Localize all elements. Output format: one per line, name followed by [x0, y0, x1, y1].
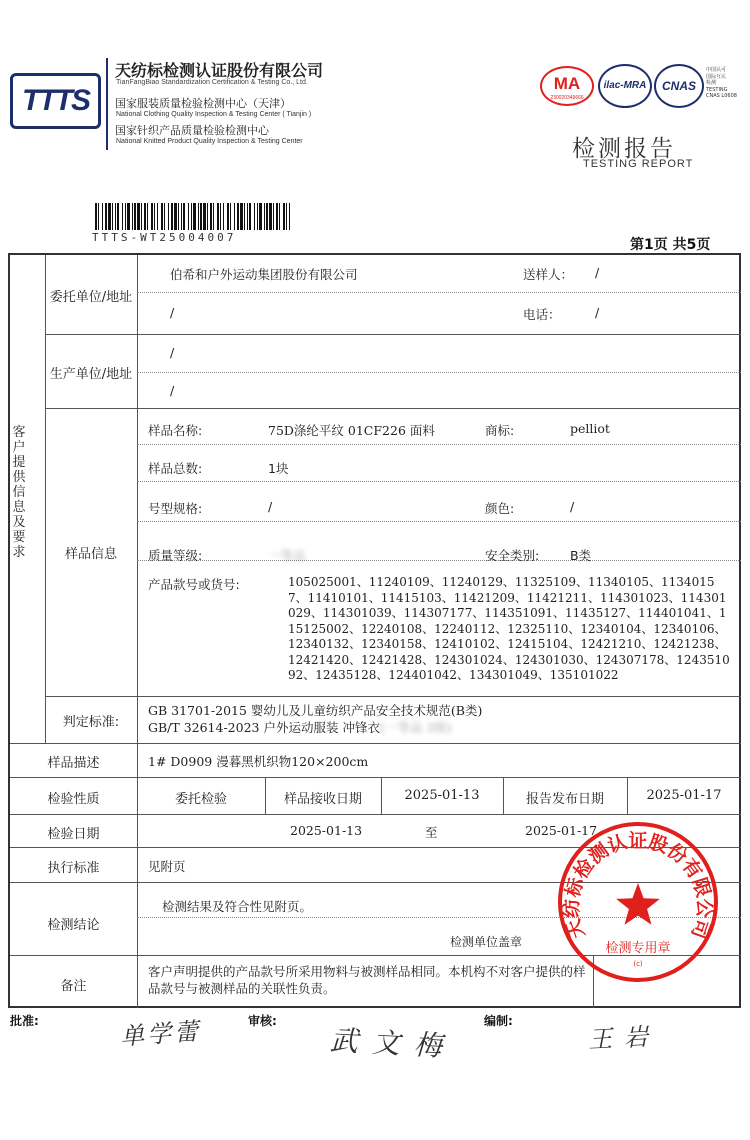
barcode-bar	[244, 203, 245, 230]
barcode-bar	[257, 203, 258, 230]
barcode-bar	[247, 203, 248, 230]
cnas-text: CNAS	[661, 79, 696, 93]
client-section-label: 客户提供信息及要求	[12, 425, 26, 560]
stamp-note: 检测单位盖章	[450, 935, 523, 949]
receive-date: 2025-01-13	[404, 788, 480, 803]
producer-name: /	[170, 345, 175, 360]
barcode-bar	[157, 203, 158, 230]
cma-badge	[540, 66, 594, 106]
barcode-bar	[98, 203, 99, 230]
model-label: 号型规格:	[148, 501, 203, 516]
barcode-bar	[273, 203, 274, 230]
barcode-bar	[144, 203, 146, 230]
safety-value: B类	[570, 548, 592, 563]
company-name-en: TianFangBiao Standardization Certification & Testing Co., Ltd.	[116, 79, 308, 86]
cnas-line: 国际互认	[706, 73, 727, 80]
test-date-to-word: 至	[425, 825, 438, 840]
barcode-bar	[220, 203, 221, 230]
barcode-bar	[141, 203, 142, 230]
barcode-bar	[254, 203, 255, 230]
nature-value: 委托检验	[174, 792, 227, 807]
grid-line	[45, 408, 741, 409]
dotted-separator	[137, 444, 741, 445]
barcode-bar	[203, 203, 206, 230]
test-date-from: 2025-01-13	[290, 823, 363, 838]
barcode-bar	[283, 203, 285, 230]
sample-count-label: 样品总数:	[148, 461, 203, 476]
desc-label: 样品描述	[47, 756, 100, 771]
barcode-bar	[171, 203, 173, 230]
barcode-bar	[264, 203, 265, 230]
barcode-bar	[279, 203, 280, 230]
dotted-separator	[137, 372, 741, 373]
barcode-bar	[188, 203, 189, 230]
official-stamp	[557, 821, 719, 983]
barcode-bar	[240, 203, 243, 230]
barcode-bar	[276, 203, 278, 230]
stamp-ring-text: 天纺标检测认证股份有限公司	[560, 830, 716, 942]
color-value: /	[570, 499, 575, 514]
barcode-bar	[181, 203, 182, 230]
barcode-bar	[198, 203, 199, 230]
phone-value: /	[595, 305, 600, 320]
barcode-bar	[137, 203, 140, 230]
edit-signature: 王岩	[587, 1022, 661, 1054]
cma-text: MA	[553, 74, 581, 93]
barcode-bar	[147, 203, 148, 230]
barcode-bar	[115, 203, 116, 230]
remark-label: 备注	[60, 979, 87, 994]
issue-date: 2025-01-17	[646, 788, 722, 803]
grid-line	[10, 777, 741, 778]
barcode-bar	[108, 203, 111, 230]
barcode-bar	[105, 203, 107, 230]
client-label: 委托单位/地址	[49, 290, 133, 305]
report-title: 检测报告	[572, 136, 676, 162]
barcode-bar	[249, 203, 251, 230]
cnas-cn: 中国认可	[706, 67, 727, 73]
barcode-bar	[191, 203, 192, 230]
phone-label: 电话：	[523, 307, 561, 322]
client-name: 伯希和户外运动集团股份有限公司	[170, 267, 358, 282]
barcode-bar	[266, 203, 268, 230]
barcode-bar	[289, 203, 290, 230]
barcode	[95, 203, 293, 230]
conclusion-label: 检测结论	[47, 918, 100, 933]
nature-label: 检验性质	[47, 792, 100, 807]
product-codes: 105025001、11240109、11240129、11325109、11340105、11340157、11410101、11415103、11421209、11421211、114301023、114301029、114301039、114307177、114351091、11435127、114401041、115125002、12240108、12240112、12325110、12340104、12340106、12340132、12340158、12410102、12415104、12421210、12421238、12421420、12421428、124301024、124301030、124307178、124351092、12435128、124401042、134301049、135101022	[288, 575, 730, 682]
sample-name: 75D涤纶平纹 01CF226 面料	[268, 423, 435, 438]
company-logo	[10, 73, 101, 129]
ilac-badge	[598, 64, 652, 108]
color-label: 颜色:	[485, 501, 515, 516]
sample-name-label: 样品名称:	[148, 423, 203, 438]
grid-line	[10, 743, 741, 744]
barcode-bar	[200, 203, 202, 230]
barcode-bar	[213, 203, 214, 230]
center2-name-cn: 国家针织产品质量检验检测中心	[115, 124, 269, 137]
barcode-bar	[134, 203, 136, 230]
barcode-bar	[164, 203, 165, 230]
barcode-bar	[151, 203, 153, 230]
standard-line2-blurred: (一等品 3级)	[379, 720, 452, 735]
model-value: /	[268, 499, 273, 514]
remark-value: 客户声明提供的产品款号所采用物料与被测样品相同。本机构不对客户提供的样品款号与被测样品的关联性负责。	[148, 964, 586, 996]
barcode-bar	[183, 203, 185, 230]
barcode-bar	[112, 203, 113, 230]
test-date-to: 2025-01-17	[525, 823, 598, 838]
grid-line	[137, 255, 138, 1008]
standard-line1: GB 31701-2015 婴幼儿及儿童纺织产品安全技术规范(B类)	[148, 703, 483, 718]
producer-address: /	[170, 383, 175, 398]
dotted-separator	[137, 521, 741, 522]
approve-label: 批准:	[10, 1014, 39, 1028]
barcode-bar	[210, 203, 212, 230]
report-title-en: TESTING REPORT	[583, 158, 694, 170]
exec-standard-value: 见附页	[148, 859, 186, 874]
grade-value: 一等品	[268, 548, 306, 563]
center1-name-en: National Clothing Quality Inspection & Testing Center ( Tianjin )	[116, 111, 312, 118]
desc-value: 1# D0909 漫暮黑机织物120×200cm	[148, 754, 369, 769]
barcode-bar	[117, 203, 119, 230]
conclusion-value: 检测结果及符合性见附页。	[162, 899, 313, 914]
header-divider	[106, 58, 108, 150]
grid-line	[45, 334, 741, 335]
barcode-bar	[286, 203, 287, 230]
barcode-bar	[168, 203, 169, 230]
standard-line2-text: GB/T 32614-2023 户外运动服装 冲锋衣	[148, 720, 380, 735]
barcode-bar	[223, 203, 224, 230]
sender-label: 送样人：	[523, 267, 574, 282]
barcode-bar	[161, 203, 163, 230]
cnas-caption	[706, 67, 737, 100]
safety-label: 安全类别:	[485, 548, 540, 563]
company-name-cn: 天纺标检测认证股份有限公司	[115, 61, 324, 80]
barcode-bar	[125, 203, 126, 230]
review-signature: 武文梅	[329, 1023, 457, 1064]
barcode-bar	[122, 203, 123, 230]
barcode-bar	[234, 203, 235, 230]
grid-line	[45, 255, 46, 743]
barcode-bar	[217, 203, 219, 230]
barcode-bar	[259, 203, 262, 230]
cnas-line: 检测	[706, 80, 717, 86]
client-address: /	[170, 305, 175, 320]
sender-value: /	[595, 265, 600, 280]
report-number: TTTS-WT25004007	[92, 231, 237, 244]
barcode-bar	[230, 203, 231, 230]
barcode-bar	[269, 203, 272, 230]
approve-signature: 单学蕾	[119, 1017, 203, 1051]
grid-line	[45, 696, 741, 697]
standard-line2	[148, 718, 452, 736]
barcode-bar	[227, 203, 229, 230]
brand-value: pelliot	[570, 421, 610, 436]
barcode-bar	[132, 203, 133, 230]
standard-label: 判定标准:	[62, 715, 120, 730]
page-info: 第1页 共5页	[630, 237, 711, 253]
barcode-bar	[193, 203, 196, 230]
grade-label: 质量等级:	[148, 548, 203, 563]
barcode-bar	[207, 203, 208, 230]
sample-count: 1块	[268, 461, 289, 476]
dotted-separator	[137, 292, 741, 293]
barcode-bar	[178, 203, 179, 230]
test-date-label: 检验日期	[47, 827, 100, 842]
barcode-bar	[174, 203, 177, 230]
logo-text: TTTS	[22, 84, 89, 117]
cnas-line: TESTING	[706, 86, 728, 93]
cma-number: 230020349666	[550, 95, 584, 101]
barcode-bar	[95, 203, 97, 230]
sample-info-label: 样品信息	[64, 547, 117, 562]
barcode-bar	[154, 203, 155, 230]
grid-line	[10, 814, 741, 815]
dotted-separator	[137, 560, 741, 561]
dotted-separator	[137, 481, 741, 482]
receive-label: 样品接收日期	[283, 792, 362, 807]
edit-label: 编制:	[484, 1014, 513, 1028]
ilac-text: ilac-MRA	[603, 80, 647, 91]
center2-name-en: National Knitted Product Quality Inspection & Testing Center	[116, 138, 303, 145]
barcode-bar	[102, 203, 103, 230]
producer-label: 生产单位/地址	[49, 367, 133, 382]
barcode-bar	[127, 203, 130, 230]
brand-label: 商标:	[485, 423, 515, 438]
center1-name-cn: 国家服装质量检验检测中心（天津）	[115, 97, 291, 110]
cnas-badge	[654, 64, 704, 108]
stamp-small-text: (c)	[633, 960, 643, 968]
stamp-center-text: 检测专用章	[605, 941, 671, 956]
issue-label: 报告发布日期	[525, 792, 604, 807]
barcode-bar	[237, 203, 239, 230]
cnas-line: CNAS L0608	[706, 93, 737, 99]
stamp-star-icon	[616, 883, 660, 925]
codes-label: 产品款号或货号:	[148, 577, 240, 592]
review-label: 审核:	[248, 1014, 277, 1028]
exec-standard-label: 执行标准	[47, 861, 100, 876]
